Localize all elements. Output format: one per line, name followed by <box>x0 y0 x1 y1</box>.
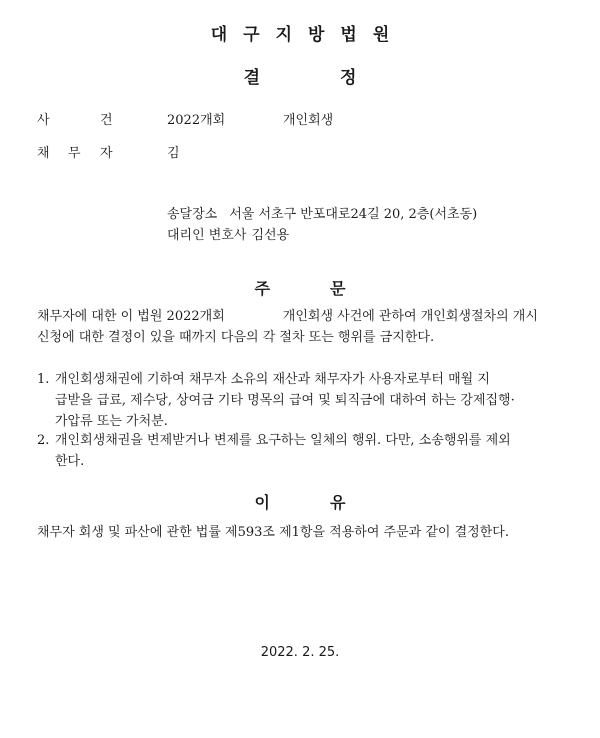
case-label-1: 사 <box>37 113 50 128</box>
debtor-label-1: 채 <box>37 146 50 161</box>
item-line: 한다. <box>55 454 85 469</box>
item-number: 2. <box>37 433 50 448</box>
order-heading-char-1: 주 <box>254 279 270 298</box>
item-line: 급받을 급료, 제수당, 상여금 기타 명목의 급여 및 퇴직금에 대하여 하는 강제집행· <box>55 393 515 408</box>
item-line: 가압류 또는 가처분. <box>55 414 168 429</box>
title-char-2: 정 <box>340 68 357 88</box>
service-address-label: 송달장소 <box>167 207 218 222</box>
agent-label: 대리인 변호사 <box>167 228 247 243</box>
service-address-value: 서울 서초구 반포대로24길 20, 2층(서초동) <box>229 207 478 222</box>
service-address <box>167 203 477 222</box>
list-item <box>37 369 515 432</box>
agent-name: 김선용 <box>251 228 290 243</box>
item-line: 개인회생채권에 기하여 채무자 소유의 재산과 채무자가 사용자로부터 매월 지 <box>55 372 490 387</box>
item-line: 개인회생채권을 변제받거나 변제를 요구하는 일체의 행위. 다만, 소송행위를 제외 <box>55 433 511 448</box>
decision-date: 2022. 2. 25. <box>260 645 340 660</box>
item-number: 1. <box>37 372 50 387</box>
title-char-1: 결 <box>243 68 260 88</box>
case-label-2: 건 <box>100 113 113 128</box>
debtor-label-2: 무 <box>68 146 81 161</box>
debtor-label-3: 자 <box>100 146 113 161</box>
list-item <box>37 430 511 472</box>
reason-heading <box>0 490 600 513</box>
agent-line <box>167 224 289 243</box>
reason-heading-char-1: 이 <box>254 493 270 512</box>
reason-text: 채무자 회생 및 파산에 관한 법률 제593조 제1항을 적용하여 주문과 같이 결정한다. <box>37 525 509 540</box>
document-title <box>0 63 600 88</box>
court-name: 대구지방법원 <box>210 25 406 45</box>
order-heading-char-2: 문 <box>330 279 346 298</box>
case-name: 개인회생 <box>283 113 334 128</box>
order-line1-suffix: 개인회생 사건에 관하여 개인회생절차의 개시 <box>282 309 538 324</box>
reason-heading-char-2: 유 <box>330 493 346 512</box>
debtor-name: 김 <box>167 146 180 161</box>
order-line1-prefix: 채무자에 대한 이 법원 2022개회 <box>37 309 225 324</box>
case-number: 2022개회 <box>167 113 226 128</box>
order-line2: 신청에 대한 결정이 있을 때까지 다음의 각 절차 또는 행위를 금지한다. <box>37 330 435 345</box>
order-text <box>37 306 585 348</box>
order-heading <box>0 276 600 299</box>
